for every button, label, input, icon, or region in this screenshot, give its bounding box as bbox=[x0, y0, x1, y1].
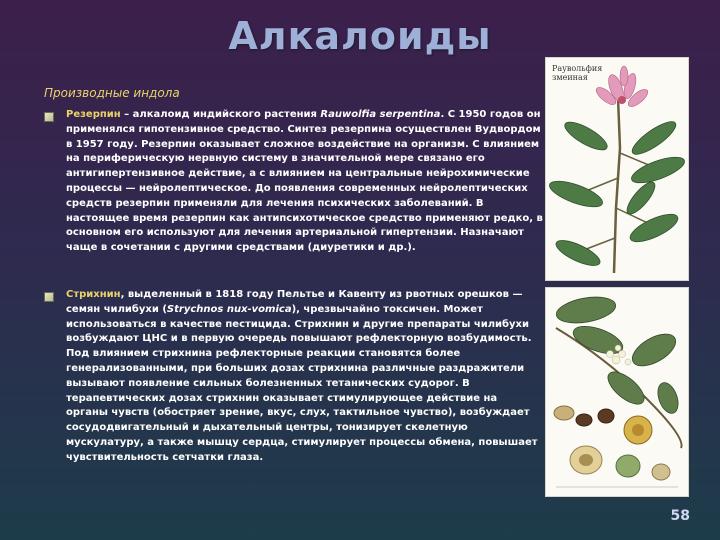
image-caption: Раувольфия змеиная bbox=[552, 64, 603, 82]
slide-subtitle: Производные индола bbox=[44, 86, 180, 100]
bullet-strychnine bbox=[66, 288, 542, 466]
bullet-marker-icon bbox=[44, 112, 54, 122]
page-number: 58 bbox=[670, 508, 690, 524]
rauwolfia-illustration bbox=[545, 57, 689, 281]
bullet-latin-name: Strychnos nux-vomica bbox=[166, 303, 292, 315]
bullet-lead: Резерпин bbox=[66, 109, 121, 120]
bullet-text: . С 1950 годов он применялся гипотензивное средство. Синтез резерпина осуществлен Вудвордом в 1957 году. Резерпин оказывает сложное воздействие на организм. С влиянием на периферическую нервную систему в значительной мере связано его антигипертензивное действие, а с влиянием на центральные нейрохимические процессы — нейролептическое. До появления современных нейролептических средств резерпин применяли для лечения психических заболеваний. В настоящее время резерпин как антипсихотическое средство применяют редко, в основном его используют для лечения артериальной гипертензии. Назначают чаще в сочетании с другими средствами (диуретики и др.). bbox=[66, 109, 543, 254]
slide-title: Алкалоиды bbox=[228, 14, 492, 58]
strychnos-plant-icon bbox=[546, 288, 688, 496]
bullet-marker-icon bbox=[44, 292, 54, 302]
bullet-text: , выделенный в 1818 году Пельтье и Кавенту из рвотных орешков — семян чилибухи ( bbox=[66, 289, 523, 315]
bullet-text: ), чрезвычайно токсичен. Может использоваться в качестве пестицида. Стрихнин и другие препараты чилибухи возбуждают ЦНС и в первую очередь повышают рефлекторную возбудимость. Под влиянием стрихнина рефлекторные реакции становятся более генерализованными, при больших дозах стрихнина различные раздражители вызывают появление сильных болезненных тетанических судорог. В терапевтических дозах стрихнин оказывает стимулирующее действие на органы чувств (обостряет зрение, вкус, слух, тактильное чувство), возбуждает сосудодвигательный и дыхательный центры, тонизирует скелетную мускулатуру, а также мышцу сердца, стимулирует процессы обмена, повышает чувствительность сетчатки глаза. bbox=[66, 303, 538, 463]
bullet-reserpine bbox=[66, 108, 544, 256]
strychnos-illustration bbox=[545, 287, 689, 497]
bullet-lead: Стрихнин bbox=[66, 289, 121, 300]
bullet-text: – алкалоид индийского растения bbox=[120, 109, 321, 120]
rauwolfia-plant-icon bbox=[546, 58, 688, 280]
bullet-latin-name: Rauwolfia serpentina bbox=[320, 109, 441, 120]
